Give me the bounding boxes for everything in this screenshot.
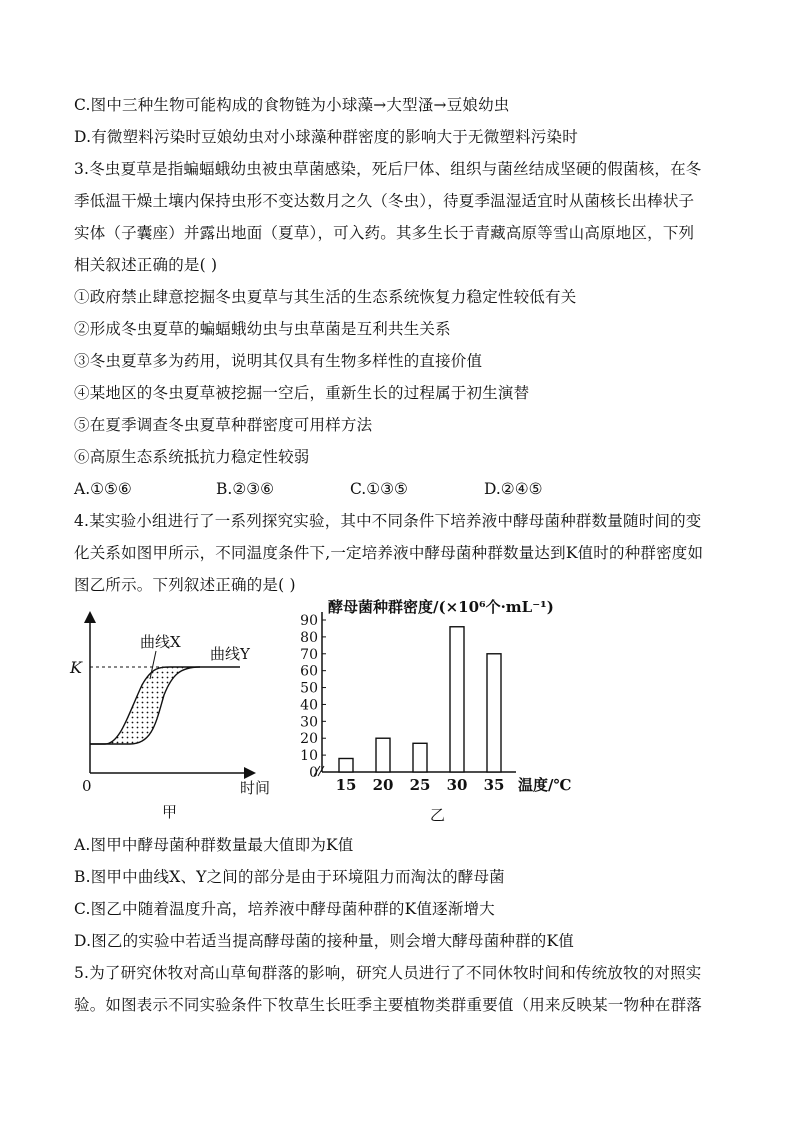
text-line: C.图中三种生物可能构成的食物链为小球藻→大型溞→豆娘幼虫	[74, 96, 510, 114]
q4-option-c: C.图乙中随着温度升高，培养液中酵母菌种群的K值逐渐增大	[74, 900, 495, 918]
text-line: 实体（子囊座）并露出地面（夏草），可入药。其多生长于青藏高原等雪山高原地区，下列	[74, 224, 695, 242]
y-tick-label: 30	[300, 714, 318, 731]
chart-x-label: 温度/℃	[518, 776, 572, 794]
q4-option-a: A.图甲中酵母菌种群数量最大值即为K值	[74, 836, 354, 854]
text-line: 验。如图表示不同实验条件下牧草生长旺季主要植物类群重要值（用来反映某一物种在群落	[74, 996, 703, 1014]
x-tick-label: 20	[372, 776, 394, 794]
figure-jia-caption: 甲	[162, 803, 178, 821]
x-tick-label: 15	[335, 776, 357, 794]
text-line: 图乙所示。下列叙述正确的是( )	[74, 576, 296, 594]
x-axis-label: 时间	[240, 779, 271, 797]
text-line: 化关系如图甲所示，不同温度条件下,一定培养液中酵母菌种群数量达到K值时的种群密度如	[74, 544, 704, 562]
y-tick-label: 10	[300, 748, 318, 765]
figure-jia	[60, 605, 290, 825]
bar	[413, 743, 427, 772]
q3-option-b: B.②③⑥	[216, 480, 275, 498]
y-tick-label: 20	[300, 731, 318, 748]
text-line: D.有微塑料污染时豆娘幼虫对小球藻种群密度的影响大于无微塑料污染时	[74, 128, 578, 146]
question-3-stem: 3.冬虫夏草是指蝙蝠蛾幼虫被虫草菌感染，死后尸体、组织与菌丝结成坚硬的假菌核，在冬	[74, 160, 702, 178]
statement-2: ②形成冬虫夏草的蝙蝠蛾幼虫与虫草菌是互利共生关系	[74, 320, 451, 338]
y-tick-label: 90	[300, 613, 318, 629]
statement-6: ⑥高原生态系统抵抗力稳定性较弱	[74, 448, 310, 466]
q4-option-b: B.图甲中曲线X、Y之间的部分是由于环境阻力而淘汰的酵母菌	[74, 868, 505, 886]
y-tick-label: 80	[300, 629, 318, 646]
origin-label: 0	[82, 777, 92, 795]
y-tick-label: 70	[300, 646, 318, 663]
text-line: 相关叙述正确的是( )	[74, 256, 218, 274]
figure-yi-caption: 乙	[430, 806, 446, 824]
bar	[339, 758, 353, 772]
statement-5: ⑤在夏季调查冬虫夏草种群密度可用样方法	[74, 416, 373, 434]
statement-3: ③冬虫夏草多为药用，说明其仅具有生物多样性的直接价值	[74, 352, 483, 370]
y-tick-label: 60	[300, 663, 318, 680]
question-5-stem: 5.为了研究休牧对高山草甸群落的影响，研究人员进行了不同休牧时间和传统放牧的对照实	[74, 964, 702, 982]
curve-y-label: 曲线Y	[210, 645, 250, 663]
x-tick-label: 35	[483, 776, 505, 794]
x-tick-label: 30	[446, 776, 468, 794]
question-4-stem: 4.某实验小组进行了一系列探究实验，其中不同条件下培养液中酵母菌种群数量随时间的变	[74, 512, 702, 530]
q3-option-d: D.②④⑤	[484, 480, 543, 498]
q3-option-a: A.①⑤⑥	[74, 480, 132, 498]
curve-x-label: 曲线X	[140, 633, 181, 651]
q3-option-c: C.①③⑤	[350, 480, 408, 498]
y-tick-label: 40	[300, 697, 318, 714]
bar	[376, 738, 390, 772]
figure-yi-chart	[290, 590, 610, 825]
shaded-region	[105, 667, 200, 744]
chart-title: 酵母菌种群密度/(×10⁶个·mL⁻¹)	[328, 598, 554, 616]
k-label: K	[70, 658, 82, 677]
text-line: 季低温干燥土壤内保持虫形不变达数月之久（冬虫），待夏季温湿适宜时从菌核长出棒状子	[74, 192, 695, 210]
q4-option-d: D.图乙的实验中若适当提高酵母菌的接种量，则会增大酵母菌种群的K值	[74, 932, 574, 950]
bar	[450, 627, 464, 772]
bar	[487, 654, 501, 772]
y-tick-label: 50	[300, 680, 318, 697]
x-tick-label: 25	[409, 776, 431, 794]
y-tick-label: 0	[309, 765, 318, 781]
statement-1: ①政府禁止肆意挖掘冬虫夏草与其生活的生态系统恢复力稳定性较低有关	[74, 288, 577, 306]
statement-4: ④某地区的冬虫夏草被挖掘一空后，重新生长的过程属于初生演替	[74, 384, 530, 402]
